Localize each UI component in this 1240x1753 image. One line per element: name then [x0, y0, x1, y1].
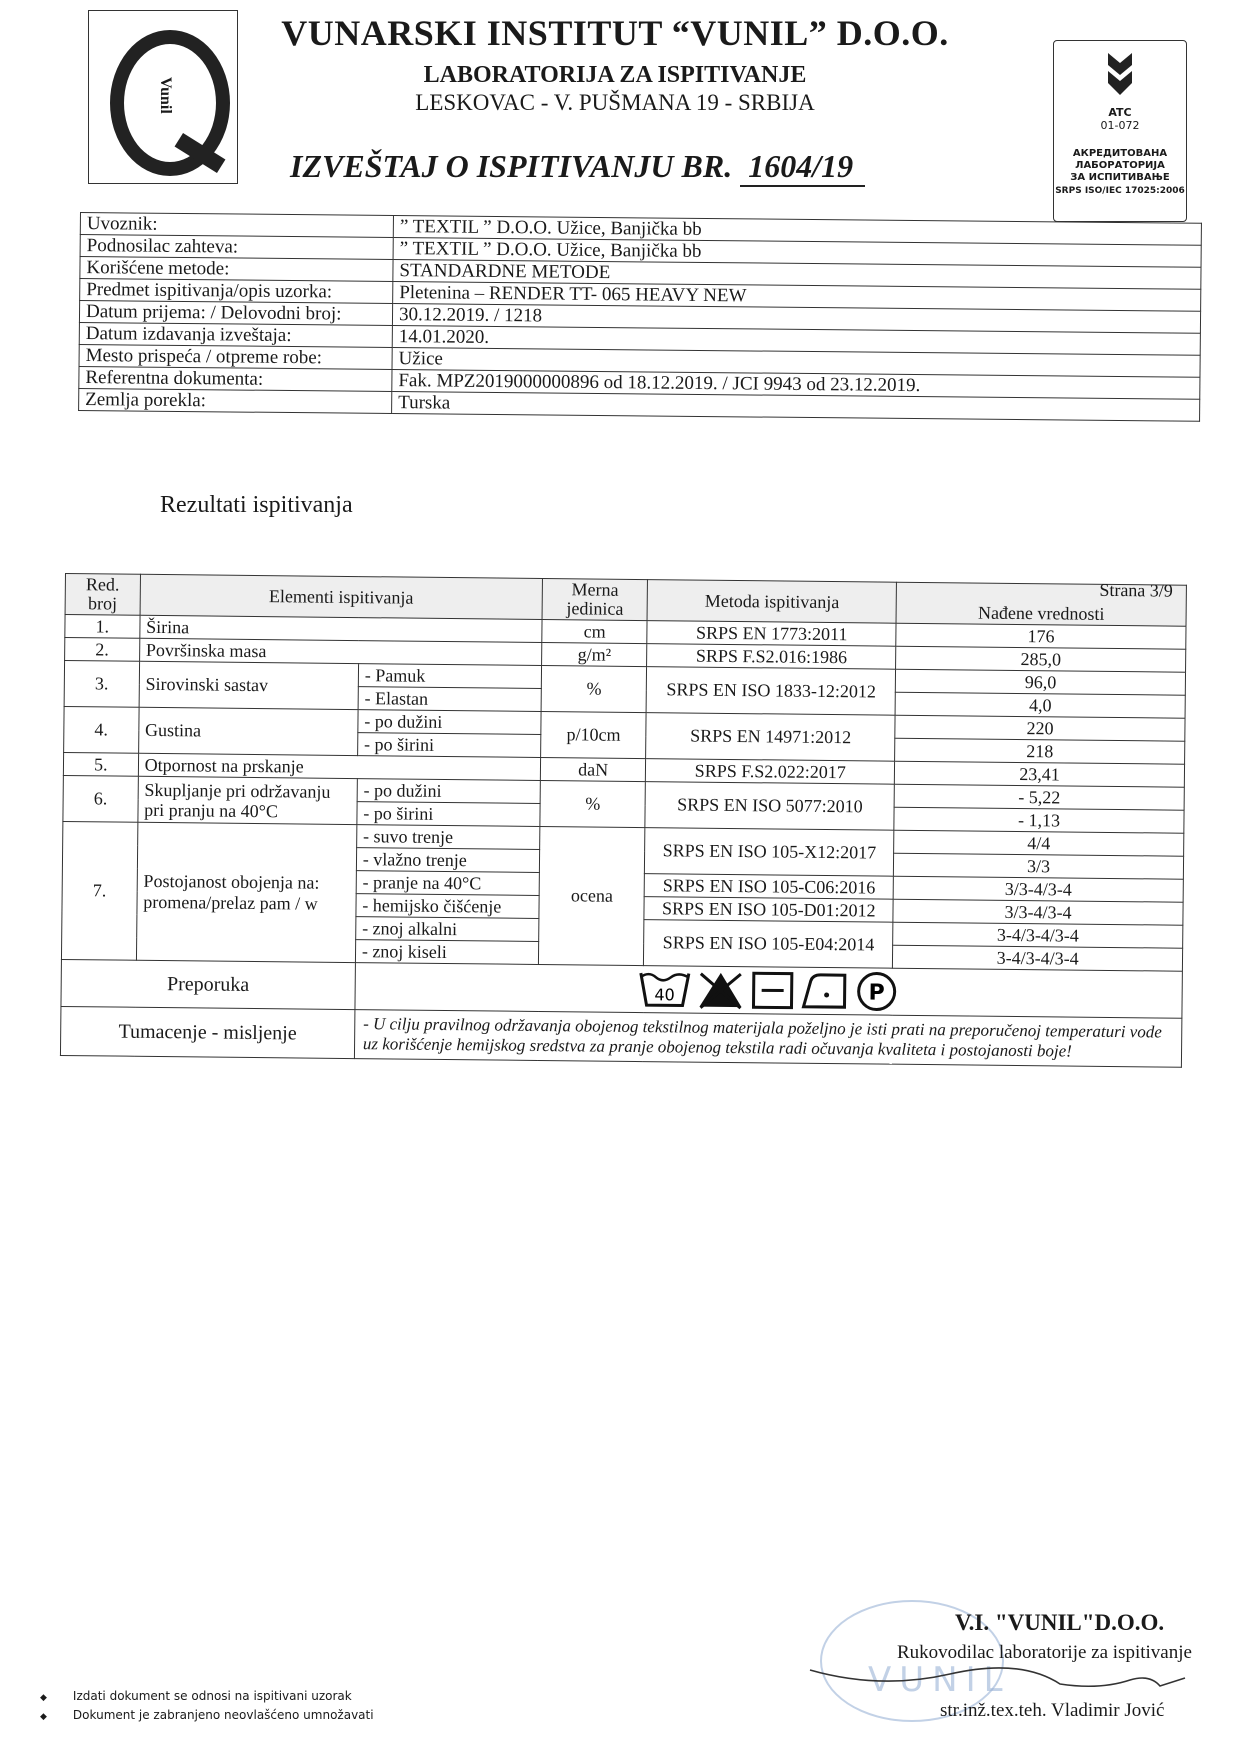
row-element: Površinska masa — [139, 638, 542, 665]
signature-company: V.I. "VUNIL"D.O.O. — [955, 1610, 1165, 1635]
info-label: Referentna dokumenta: — [79, 366, 392, 391]
col-method: Metoda ispitivanja — [648, 580, 897, 624]
row-unit: % — [540, 780, 646, 827]
row-sub: - po širini — [357, 733, 540, 758]
row-sub: - vlažno trenje — [356, 848, 539, 873]
row-element: Gustina — [138, 707, 358, 755]
atc-line1: АКРЕДИТОВАНА — [1072, 148, 1168, 159]
signature-role: Rukovodilac laboratorije za ispitivanje — [897, 1642, 1192, 1663]
col-element: Elementi ispitivanja — [140, 574, 543, 619]
report-number: 1604/19 — [740, 148, 865, 187]
row-value: 3-4/3-4/3-4 — [893, 945, 1183, 971]
row-value: 3/3-4/3-4 — [893, 899, 1183, 925]
report-title — [290, 148, 865, 187]
atc-desc — [1054, 148, 1186, 184]
info-label: Podnosilac zahteva: — [80, 235, 393, 260]
dry-flat-icon — [750, 970, 794, 1010]
row-value: 218 — [895, 738, 1185, 764]
atc-org: ATC — [1108, 106, 1132, 119]
row-sub: - Elastan — [358, 687, 541, 712]
logo-text: Vunil — [157, 76, 174, 114]
row-method: SRPS EN 1773:2011 — [647, 621, 896, 647]
row-sub: - hemijsko čišćenje — [356, 894, 539, 919]
row-value: 220 — [895, 715, 1185, 741]
atc-line2: ЛАБОРАТОРИЈА — [1075, 160, 1165, 171]
interpretation-label: Tumacenje - misljenje — [60, 1006, 354, 1058]
results-table — [60, 573, 1187, 1068]
footer-note: ◆ Izdati dokument se odnosi na ispitivani uzorak — [40, 1688, 374, 1707]
info-value: Turska — [392, 392, 1200, 422]
row-unit: daN — [540, 757, 646, 781]
row-value: 3/3-4/3-4 — [893, 876, 1183, 902]
footer-notes — [40, 1688, 374, 1726]
info-label: Uvoznik: — [80, 213, 393, 238]
recommendation-label: Preporuka — [61, 959, 355, 1009]
info-label: Datum izdavanja izveštaja: — [79, 322, 392, 347]
row-no: 6. — [63, 775, 138, 822]
row-unit: cm — [542, 619, 648, 643]
atc-standard: SRPS ISO/IEC 17025:2006 — [1055, 186, 1185, 196]
row-sub: - znoj kiseli — [355, 940, 538, 965]
lab-address: LESKOVAC - V. PUŠMANA 19 - SRBIJA — [415, 90, 815, 115]
row-value: - 1,13 — [894, 807, 1184, 833]
iron-low-icon — [800, 971, 848, 1012]
row-method: SRPS EN ISO 105-E04:2014 — [644, 920, 893, 969]
dry-clean-p-icon — [854, 969, 898, 1013]
row-no: 3. — [64, 661, 139, 708]
row-element: Otpornost na prskanje — [138, 753, 541, 780]
atc-code: 01-072 — [1100, 119, 1140, 132]
info-label: Mesto prispeća / otpreme robe: — [79, 344, 392, 369]
row-no: 2. — [65, 638, 140, 662]
col-unit: Merna jedinica — [542, 579, 648, 621]
row-unit: g/m² — [542, 642, 648, 666]
wash-40-icon — [638, 969, 690, 1010]
row-no: 1. — [65, 615, 140, 639]
row-method: SRPS EN ISO 105-D01:2012 — [644, 897, 893, 923]
stamp-text: VUNIL — [868, 1660, 1011, 1700]
info-label: Predmet ispitivanja/opis uzorka: — [80, 279, 393, 304]
wash-temp: 40 — [654, 985, 675, 1005]
row-no: 7. — [61, 821, 137, 960]
row-element: Postojanost obojenja na: promena/prelaz pam / w — [136, 822, 357, 962]
row-element: Skupljanje pri održavanju pri pranju na 40°C — [138, 776, 358, 824]
row-sub: - znoj alkalni — [356, 917, 539, 942]
row-method: SRPS F.S2.022:2017 — [646, 759, 895, 785]
signature-name: str.inž.tex.teh. Vladimir Jović — [940, 1700, 1165, 1721]
results-section — [60, 573, 1193, 1068]
row-value: 23,41 — [895, 761, 1185, 787]
row-method: SRPS EN ISO 5077:2010 — [645, 782, 894, 831]
row-unit: ocena — [538, 826, 645, 965]
row-unit: p/10cm — [541, 711, 647, 758]
lab-name: LABORATORIJA ZA ISPITIVANJE — [423, 62, 807, 88]
info-value: ” TEXTIL ” D.O.O. Užice, Banjička bb — [393, 238, 1201, 268]
info-value: 14.01.2020. — [392, 326, 1200, 356]
no-bleach-icon — [696, 970, 744, 1011]
row-sub: - po dužini — [358, 710, 541, 735]
institute-name: VUNARSKI INSTITUT “VUNIL” D.O.O. — [281, 13, 949, 53]
row-method: SRPS F.S2.016:1986 — [647, 644, 896, 670]
page-number: Strana 3/9 — [1099, 579, 1173, 601]
results-title: Rezultati ispitivanja — [160, 492, 353, 518]
row-unit: % — [541, 665, 647, 712]
info-value: Fak. MPZ2019000000896 od 18.12.2019. / JCI 9943 od 23.12.2019. — [392, 370, 1200, 400]
row-sub: - Pamuk — [358, 664, 541, 689]
row-element: Sirovinski sastav — [139, 661, 359, 709]
row-value: - 5,22 — [894, 784, 1184, 810]
row-element: Širina — [140, 615, 543, 642]
row-value: 96,0 — [896, 669, 1186, 695]
row-method: SRPS EN 14971:2012 — [646, 713, 895, 762]
interpretation-text: - U cilju pravilnog održavanja obojenog tekstilnog materijala poželjno je isti prati na preporučenoj temperaturi vode uz korišćenje hemijskog sredstva za pranje obojenog tekstila radi očuvanja kvaliteta i postojanosti boje! — [354, 1010, 1182, 1068]
row-value: 285,0 — [896, 646, 1186, 672]
info-value: STANDARDNE METODE — [393, 260, 1201, 290]
row-sub: - po dužini — [357, 779, 540, 804]
report-label: IZVEŠTAJ O ISPITIVANJU BR. — [290, 148, 733, 184]
row-value: 3/3 — [894, 853, 1184, 879]
dry-clean-letter: P — [868, 980, 885, 1006]
row-value: 4,0 — [895, 692, 1185, 718]
row-sub: - pranje na 40°C — [356, 871, 539, 896]
info-label: Korišćene metode: — [80, 257, 393, 282]
col-no: Red. broj — [65, 574, 140, 616]
col-value: Nađene vrednosti — [896, 582, 1186, 626]
info-value: Užice — [392, 348, 1200, 378]
interpretation-row — [60, 1006, 1181, 1067]
info-value: 30.12.2019. / 1218 — [392, 304, 1200, 334]
atc-line3: ЗА ИСПИТИВАЊЕ — [1070, 172, 1170, 183]
row-value: 176 — [896, 623, 1186, 649]
row-method: SRPS EN ISO 105-X12:2017 — [645, 828, 894, 877]
report-info-table — [78, 212, 1202, 422]
accreditation-badge — [1053, 40, 1187, 222]
footer-note: ◆ Dokument je zabranjeno neovlašćeno umnožavati — [40, 1707, 374, 1726]
info-label: Datum prijema: / Delovodni broj: — [79, 301, 392, 326]
info-label: Zemlja porekla: — [79, 388, 392, 413]
row-value: 3-4/3-4/3-4 — [893, 922, 1183, 948]
row-value: 4/4 — [894, 830, 1184, 856]
row-sub: - po širini — [357, 802, 540, 827]
row-method: SRPS EN ISO 105-C06:2016 — [645, 874, 894, 900]
info-value: Pletenina – RENDER TT- 065 HEAVY NEW — [393, 282, 1201, 312]
row-no: 5. — [63, 752, 138, 776]
row-method: SRPS EN ISO 1833-12:2012 — [647, 667, 896, 716]
info-value: ” TEXTIL ” D.O.O. Užice, Banjička bb — [393, 216, 1201, 246]
atc-mark-icon — [1100, 49, 1140, 99]
row-sub: - suvo trenje — [356, 825, 539, 850]
row-no: 4. — [64, 706, 139, 753]
